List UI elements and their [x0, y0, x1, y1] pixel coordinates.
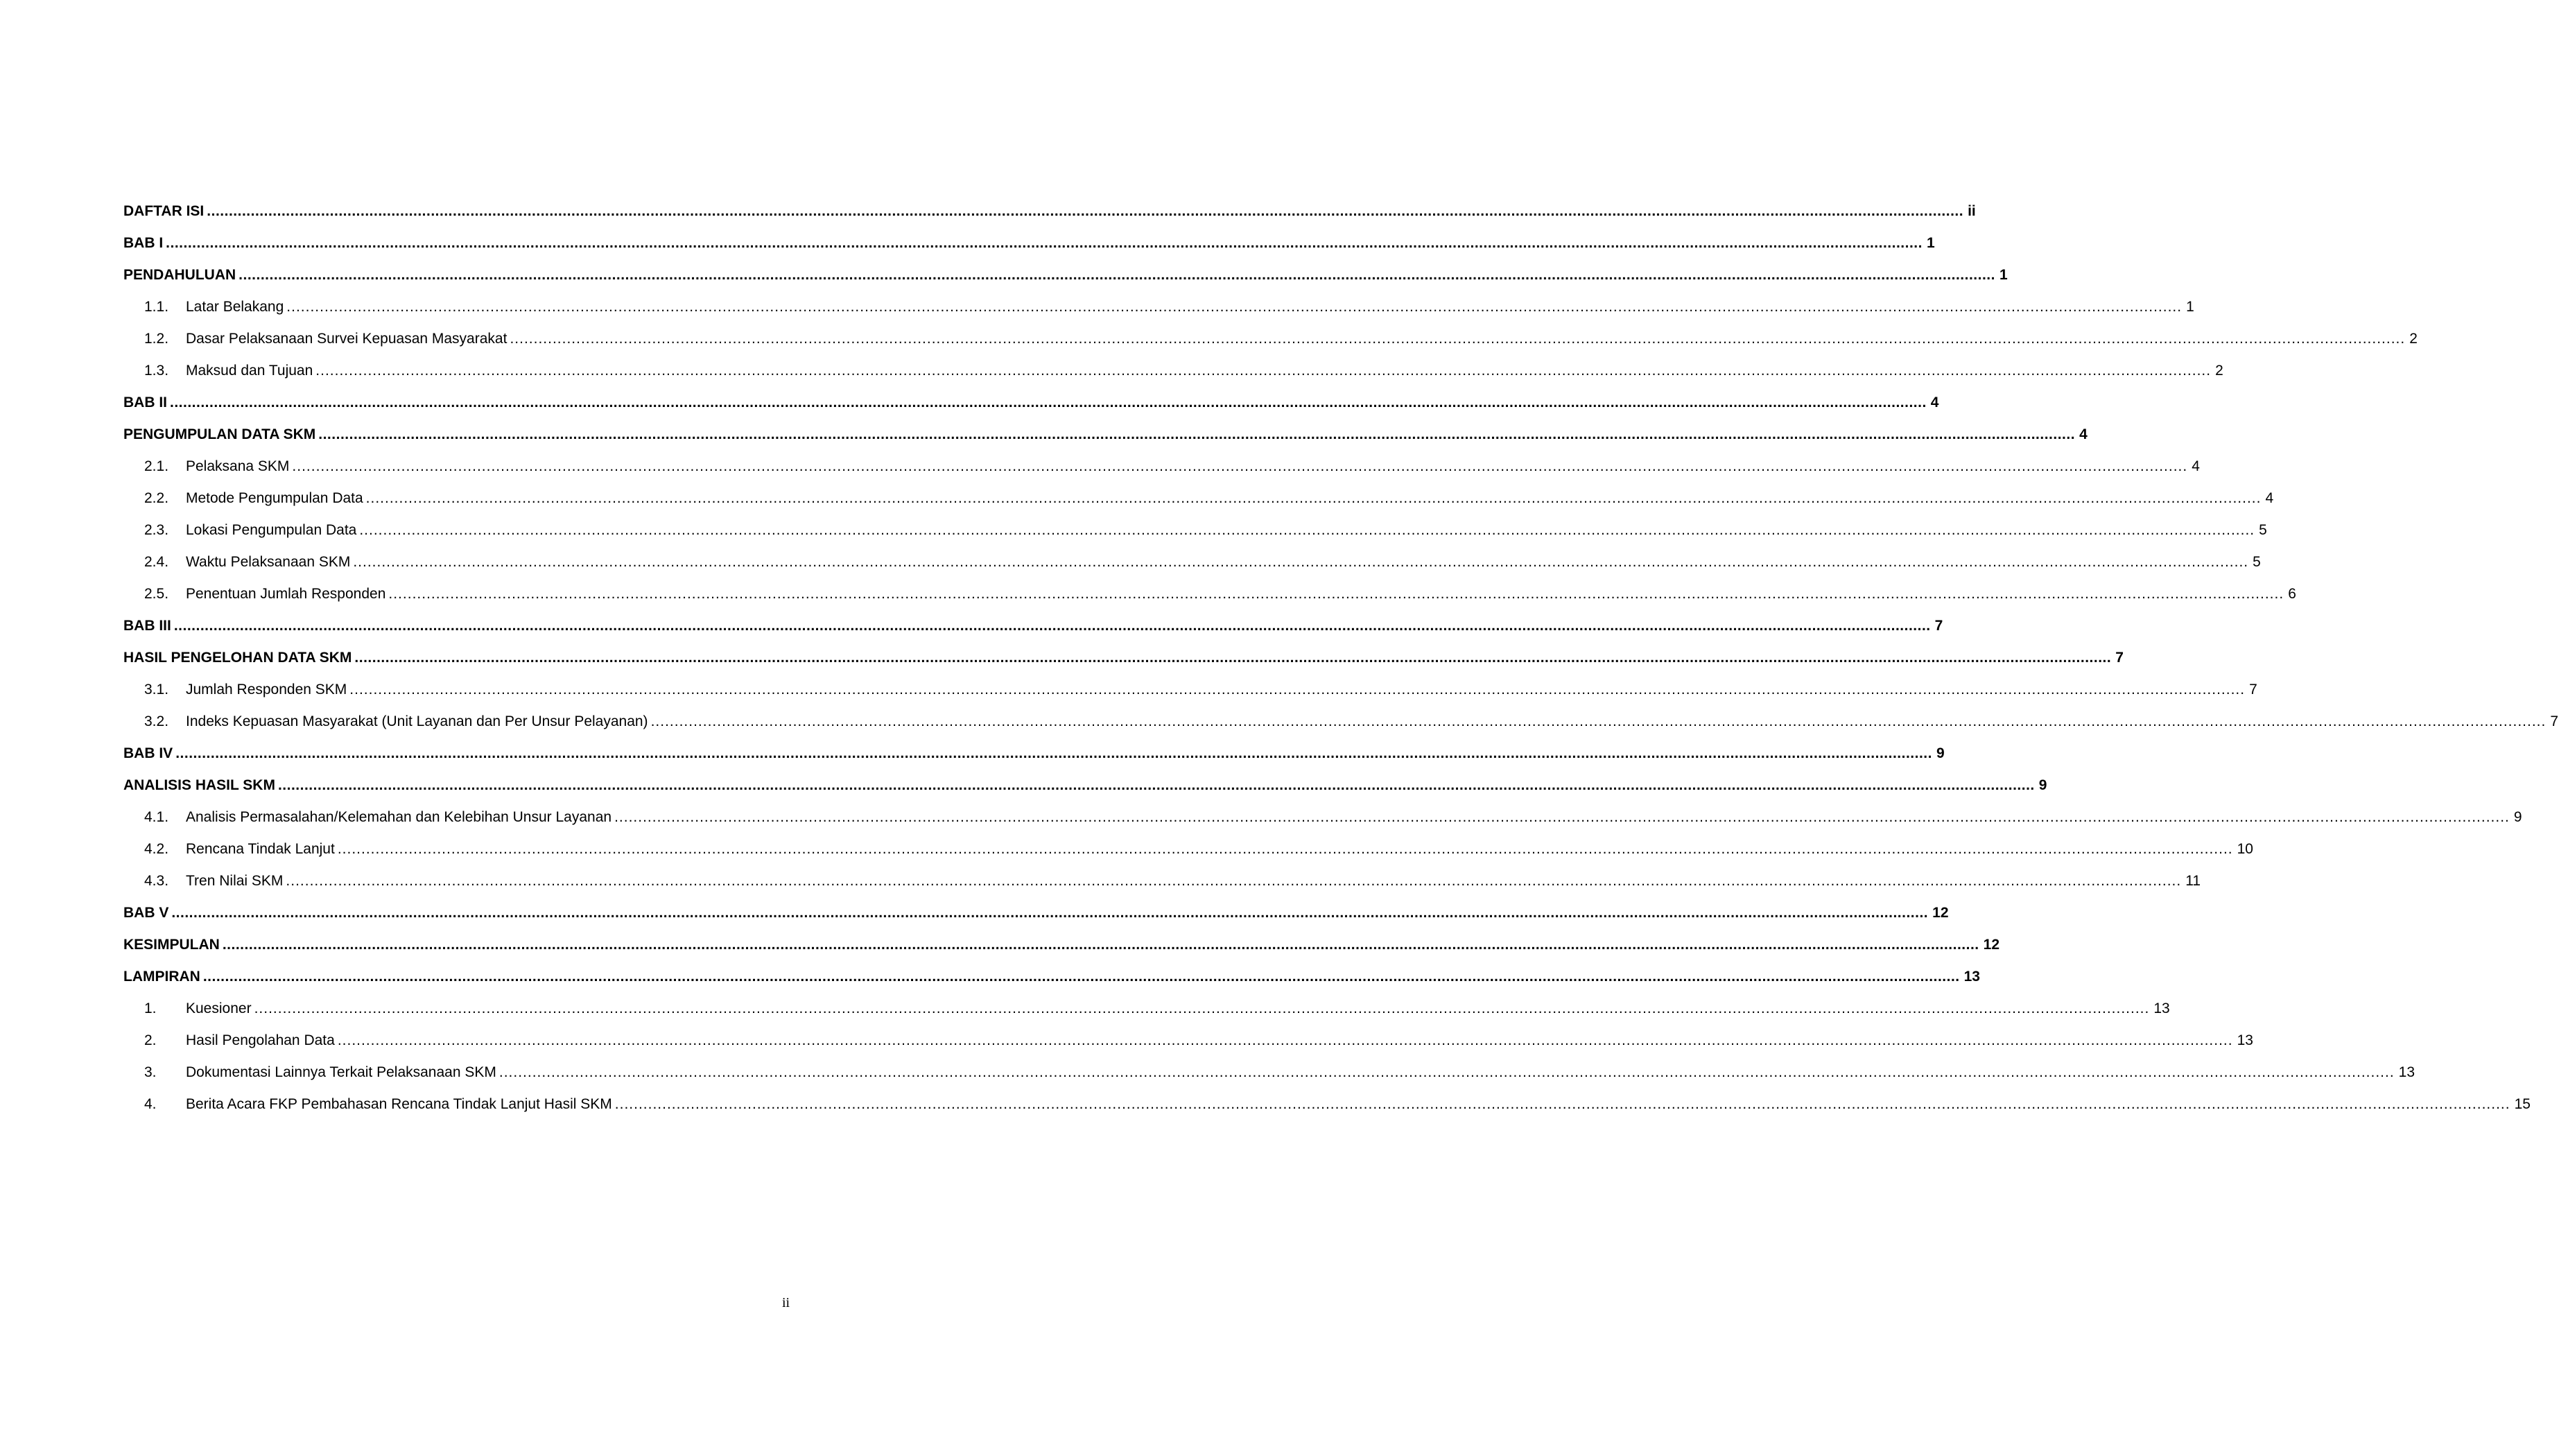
toc-entry-label: Latar Belakang: [186, 299, 284, 315]
toc-entry-label: Pelaksana SKM: [186, 458, 290, 474]
dot-leader: ................................................................................................................................................................................................................................................................................................................................................................................................................: [277, 777, 2035, 793]
toc-entry-label: DAFTAR ISI: [123, 203, 205, 219]
toc-entry-number: 4.2.: [144, 841, 169, 857]
toc-entry-number: 2.5.: [144, 586, 169, 602]
toc-entry[interactable]: [123, 196, 1976, 227]
toc-entry-label: PENGUMPULAN DATA SKM: [123, 426, 316, 442]
toc-entry-page: 1: [2186, 299, 2194, 315]
toc-entry-label: Penentuan Jumlah Responden: [186, 586, 386, 602]
page-number: ii: [782, 1295, 790, 1310]
toc-entry-page: 11: [2185, 873, 2201, 889]
toc-entry[interactable]: [123, 929, 1999, 961]
dot-leader: ................................................................................................................................................................................................................................................................................................................................................................................................................: [498, 1064, 2395, 1080]
toc-entry-page: 4: [2192, 458, 2200, 474]
dot-leader: ................................................................................................................................................................................................................................................................................................................................................................................................................: [207, 203, 1964, 219]
toc-entry[interactable]: [123, 451, 2200, 483]
toc-entry-label: Analisis Permasalahan/Kelemahan dan Kelebihan Unsur Layanan: [186, 809, 612, 825]
toc-entry-label: Maksud dan Tujuan: [186, 363, 313, 379]
dot-leader: ................................................................................................................................................................................................................................................................................................................................................................................................................: [614, 1096, 2510, 1112]
toc-entry-page: 13: [2153, 1000, 2170, 1016]
dot-leader: ................................................................................................................................................................................................................................................................................................................................................................................................................: [353, 554, 2249, 570]
toc-entry[interactable]: [123, 1057, 2415, 1089]
toc-entry-label: BAB V: [123, 905, 169, 921]
toc-entry-label: BAB IV: [123, 745, 173, 761]
toc-entry-number: 1.1.: [144, 299, 169, 315]
toc-entry-label: Lokasi Pengumpulan Data: [186, 522, 357, 538]
toc-entry-page: 9: [1936, 745, 1945, 761]
toc-entry[interactable]: [123, 610, 1943, 642]
toc-entry-label: Jumlah Responden SKM: [186, 682, 347, 697]
toc-entry-page: 7: [1934, 618, 1943, 634]
toc-entry-number: 2.1.: [144, 458, 169, 474]
toc-entry-page: 12: [1983, 937, 1999, 953]
dot-leader: ................................................................................................................................................................................................................................................................................................................................................................................................................: [222, 937, 1979, 953]
toc-entry[interactable]: [123, 961, 1980, 993]
toc-entry-number: 1.2.: [144, 331, 169, 347]
toc-entry[interactable]: [123, 833, 2253, 865]
toc-entry-label: ANALISIS HASIL SKM: [123, 777, 275, 793]
toc-entry-label: Waktu Pelaksanaan SKM: [186, 554, 351, 570]
dot-leader: ................................................................................................................................................................................................................................................................................................................................................................................................................: [337, 841, 2233, 857]
toc-entry[interactable]: [123, 770, 2047, 801]
toc-entry-number: 3.1.: [144, 682, 169, 697]
dot-leader: ................................................................................................................................................................................................................................................................................................................................................................................................................: [175, 745, 1932, 761]
dot-leader: ................................................................................................................................................................................................................................................................................................................................................................................................................: [318, 426, 2076, 442]
toc-entry-number: 4.1.: [144, 809, 169, 825]
dot-leader: ................................................................................................................................................................................................................................................................................................................................................................................................................: [286, 873, 2182, 889]
toc-entry-page: 13: [1963, 969, 1980, 985]
toc-entry-page: 9: [2513, 809, 2522, 825]
dot-leader: ................................................................................................................................................................................................................................................................................................................................................................................................................: [365, 490, 2262, 506]
toc-entry[interactable]: [123, 801, 2522, 833]
toc-entry-number: 2.3.: [144, 522, 169, 538]
toc-entry-number: 3.: [144, 1064, 157, 1080]
toc-entry-number: 2.: [144, 1032, 157, 1048]
toc-entry[interactable]: [123, 738, 1945, 770]
toc-entry-page: 4: [2079, 426, 2088, 442]
toc-entry-page: 7: [2550, 713, 2559, 729]
toc-entry-page: 4: [1930, 395, 1939, 410]
toc-entry[interactable]: [123, 514, 2267, 546]
dot-leader: ................................................................................................................................................................................................................................................................................................................................................................................................................: [354, 650, 2112, 666]
toc-entry-page: ii: [1968, 203, 1976, 219]
toc-entry[interactable]: [123, 483, 2274, 514]
toc-entry[interactable]: [123, 993, 2170, 1025]
dot-leader: ................................................................................................................................................................................................................................................................................................................................................................................................................: [650, 713, 2547, 729]
dot-leader: ................................................................................................................................................................................................................................................................................................................................................................................................................: [614, 809, 2510, 825]
toc-entry[interactable]: [123, 259, 2008, 291]
toc-entry[interactable]: [123, 291, 2194, 323]
toc-entry-label: Hasil Pengolahan Data: [186, 1032, 335, 1048]
toc-entry-page: 5: [2253, 554, 2261, 570]
dot-leader: ................................................................................................................................................................................................................................................................................................................................................................................................................: [202, 969, 1960, 985]
toc-entry-page: 13: [2237, 1032, 2253, 1048]
toc-entry[interactable]: [123, 419, 2088, 451]
toc-entry[interactable]: [123, 1089, 2531, 1120]
toc-entry-page: 1: [1926, 235, 1935, 251]
toc-entry-page: 2: [2215, 363, 2223, 379]
toc-entry-number: 4.: [144, 1096, 157, 1112]
toc-entry-number: 1.3.: [144, 363, 169, 379]
toc-entry-label: Kuesioner: [186, 1000, 252, 1016]
toc-entry-label: LAMPIRAN: [123, 969, 200, 985]
toc-entry-label: BAB III: [123, 618, 171, 634]
toc-entry-label: Berita Acara FKP Pembahasan Rencana Tindak Lanjut Hasil SKM: [186, 1096, 612, 1112]
toc-entry[interactable]: [123, 323, 2418, 355]
table-of-contents: [123, 196, 2559, 1120]
toc-entry[interactable]: [123, 674, 2257, 706]
toc-entry-label: Dokumentasi Lainnya Terkait Pelaksanaan SKM: [186, 1064, 496, 1080]
toc-entry-page: 15: [2514, 1096, 2531, 1112]
toc-entry-label: BAB II: [123, 395, 167, 410]
toc-entry-page: 12: [1932, 905, 1949, 921]
toc-entry-label: HASIL PENGELOHAN DATA SKM: [123, 650, 352, 666]
toc-entry-label: BAB I: [123, 235, 164, 251]
toc-entry-number: 3.2.: [144, 713, 169, 729]
dot-leader: ................................................................................................................................................................................................................................................................................................................................................................................................................: [170, 395, 1927, 410]
toc-entry-number: 1.: [144, 1000, 157, 1016]
toc-entry-page: 7: [2249, 682, 2257, 697]
dot-leader: ................................................................................................................................................................................................................................................................................................................................................................................................................: [359, 522, 2255, 538]
dot-leader: ................................................................................................................................................................................................................................................................................................................................................................................................................: [388, 586, 2284, 602]
toc-entry-number: 2.4.: [144, 554, 169, 570]
dot-leader: ................................................................................................................................................................................................................................................................................................................................................................................................................: [510, 331, 2406, 347]
dot-leader: ................................................................................................................................................................................................................................................................................................................................................................................................................: [349, 682, 2246, 697]
toc-entry-label: KESIMPULAN: [123, 937, 220, 953]
toc-entry-page: 10: [2237, 841, 2253, 857]
toc-entry[interactable]: [123, 227, 1935, 259]
dot-leader: ................................................................................................................................................................................................................................................................................................................................................................................................................: [315, 363, 2212, 379]
toc-entry[interactable]: [123, 355, 2223, 387]
toc-entry-label: PENDAHULUAN: [123, 267, 236, 283]
toc-entry[interactable]: [123, 897, 1949, 929]
toc-entry-label: Metode Pengumpulan Data: [186, 490, 363, 506]
dot-leader: ................................................................................................................................................................................................................................................................................................................................................................................................................: [166, 235, 1923, 251]
toc-entry-page: 4: [2265, 490, 2274, 506]
dot-leader: ................................................................................................................................................................................................................................................................................................................................................................................................................: [254, 1000, 2150, 1016]
toc-entry-label: Tren Nilai SKM: [186, 873, 284, 889]
dot-leader: ................................................................................................................................................................................................................................................................................................................................................................................................................: [337, 1032, 2233, 1048]
toc-entry-label: Indeks Kepuasan Masyarakat (Unit Layanan dan Per Unsur Pelayanan): [186, 713, 648, 729]
dot-leader: ................................................................................................................................................................................................................................................................................................................................................................................................................: [286, 299, 2183, 315]
toc-entry[interactable]: [123, 546, 2261, 578]
toc-entry-page: 1: [1999, 267, 2008, 283]
toc-entry-page: 6: [2288, 586, 2296, 602]
toc-entry-number: 2.2.: [144, 490, 169, 506]
dot-leader: ................................................................................................................................................................................................................................................................................................................................................................................................................: [292, 458, 2188, 474]
toc-entry[interactable]: [123, 1025, 2253, 1057]
dot-leader: ................................................................................................................................................................................................................................................................................................................................................................................................................: [238, 267, 1995, 283]
toc-entry-page: 7: [2115, 650, 2124, 666]
toc-entry[interactable]: [123, 578, 2296, 610]
toc-entry-page: 5: [2259, 522, 2267, 538]
toc-entry-page: 9: [2038, 777, 2047, 793]
dot-leader: ................................................................................................................................................................................................................................................................................................................................................................................................................: [173, 618, 1931, 634]
toc-entry-number: 4.3.: [144, 873, 169, 889]
toc-entry[interactable]: [123, 706, 2559, 738]
toc-entry-label: Rencana Tindak Lanjut: [186, 841, 335, 857]
toc-entry[interactable]: [123, 642, 2124, 674]
toc-entry[interactable]: [123, 387, 1939, 419]
toc-entry[interactable]: [123, 865, 2201, 897]
toc-entry-page: 13: [2398, 1064, 2415, 1080]
toc-entry-label: Dasar Pelaksanaan Survei Kepuasan Masyarakat: [186, 331, 507, 347]
toc-entry-page: 2: [2409, 331, 2418, 347]
dot-leader: ................................................................................................................................................................................................................................................................................................................................................................................................................: [171, 905, 1929, 921]
